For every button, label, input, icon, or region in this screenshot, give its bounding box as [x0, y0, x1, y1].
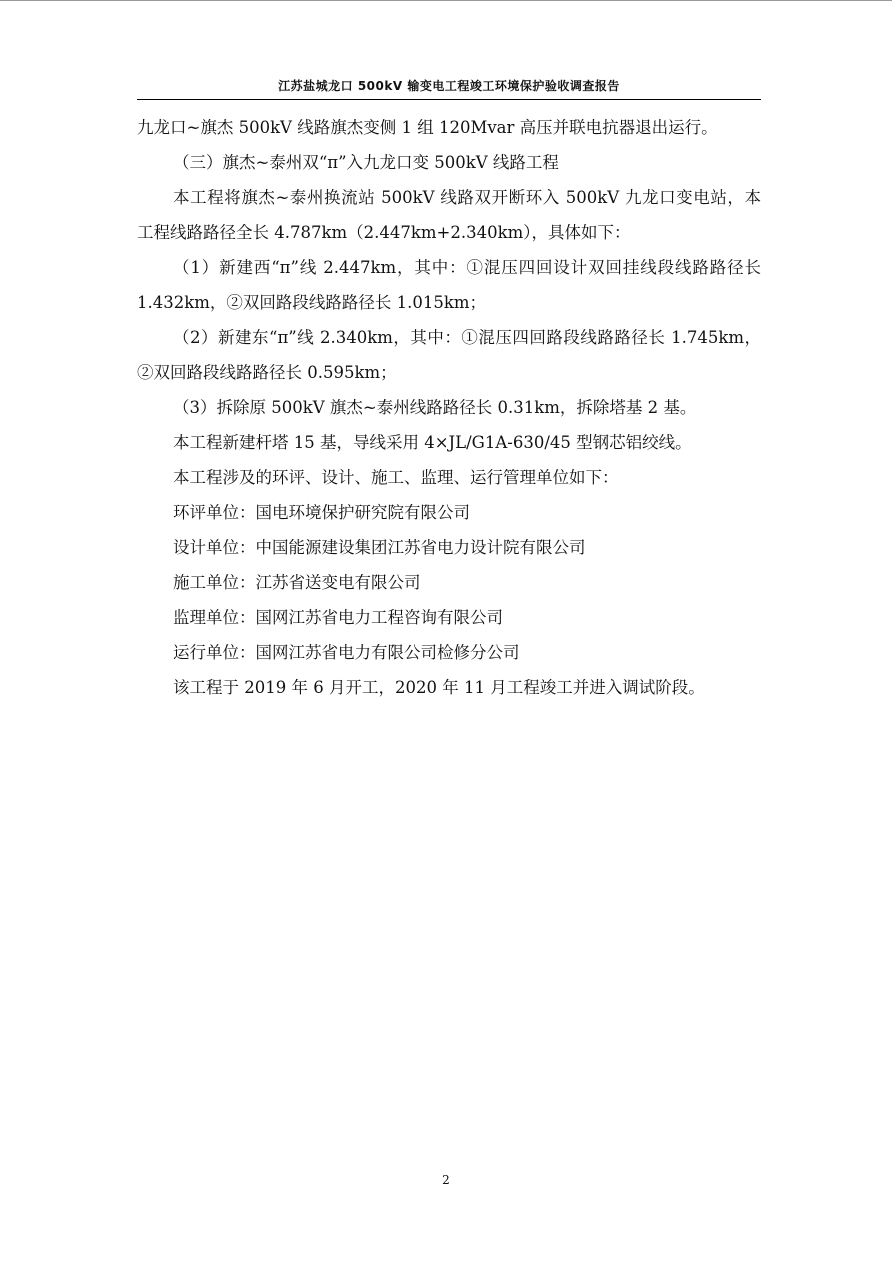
page-number: 2: [442, 1173, 450, 1187]
body-line: 本工程涉及的环评、设计、施工、监理、运行管理单位如下：: [173, 468, 619, 487]
body-line: 该工程于 2019 年 6 月开工，2020 年 11 月工程竣工并进入调试阶段。: [173, 678, 705, 697]
document-header-title: 江苏盐城龙口 500kV 输变电工程竣工环境保护验收调查报告: [278, 79, 620, 93]
body-line: 1.432km，②双回路段线路路径长 1.015km；: [137, 293, 487, 312]
body-line: （3）拆除原 500kV 旗杰~泰州线路路径长 0.31km，拆除塔基 2 基。: [173, 398, 697, 417]
body-line: ②双回路段线路路径长 0.595km；: [137, 363, 397, 382]
body-line: 工程线路路径全长 4.787km（2.447km+2.340km），具体如下：: [137, 223, 631, 242]
section-heading: （三）旗杰~泰州双“π”入九龙口变 500kV 线路工程: [173, 153, 559, 172]
body-line: 本工程新建杆塔 15 基，导线采用 4×JL/G1A-630/45 型钢芯铝绞线。: [173, 433, 692, 452]
organization-line: 监理单位：国网江苏省电力工程咨询有限公司: [173, 608, 503, 627]
document-body: [137, 110, 761, 705]
organization-line: 施工单位：江苏省送变电有限公司: [173, 573, 421, 592]
body-line: （1）新建西“π”线 2.447km，其中：①混压四回设计双回挂线段线路路径长: [173, 258, 761, 277]
organization-line: 设计单位：中国能源建设集团江苏省电力设计院有限公司: [173, 538, 586, 557]
body-line: 九龙口~旗杰 500kV 线路旗杰变侧 1 组 120Mvar 高压并联电抗器退出运行。: [137, 118, 718, 137]
organization-line: 运行单位：国网江苏省电力有限公司检修分公司: [173, 643, 520, 662]
organization-line: 环评单位：国电环境保护研究院有限公司: [173, 503, 470, 522]
body-line: 本工程将旗杰~泰州换流站 500kV 线路双开断环入 500kV 九龙口变电站，本: [173, 188, 761, 207]
body-line: （2）新建东“π”线 2.340km，其中：①混压四回路段线路路径长 1.745km，: [173, 328, 761, 347]
header-rule: [137, 99, 761, 100]
page-top-border: [0, 0, 892, 1]
